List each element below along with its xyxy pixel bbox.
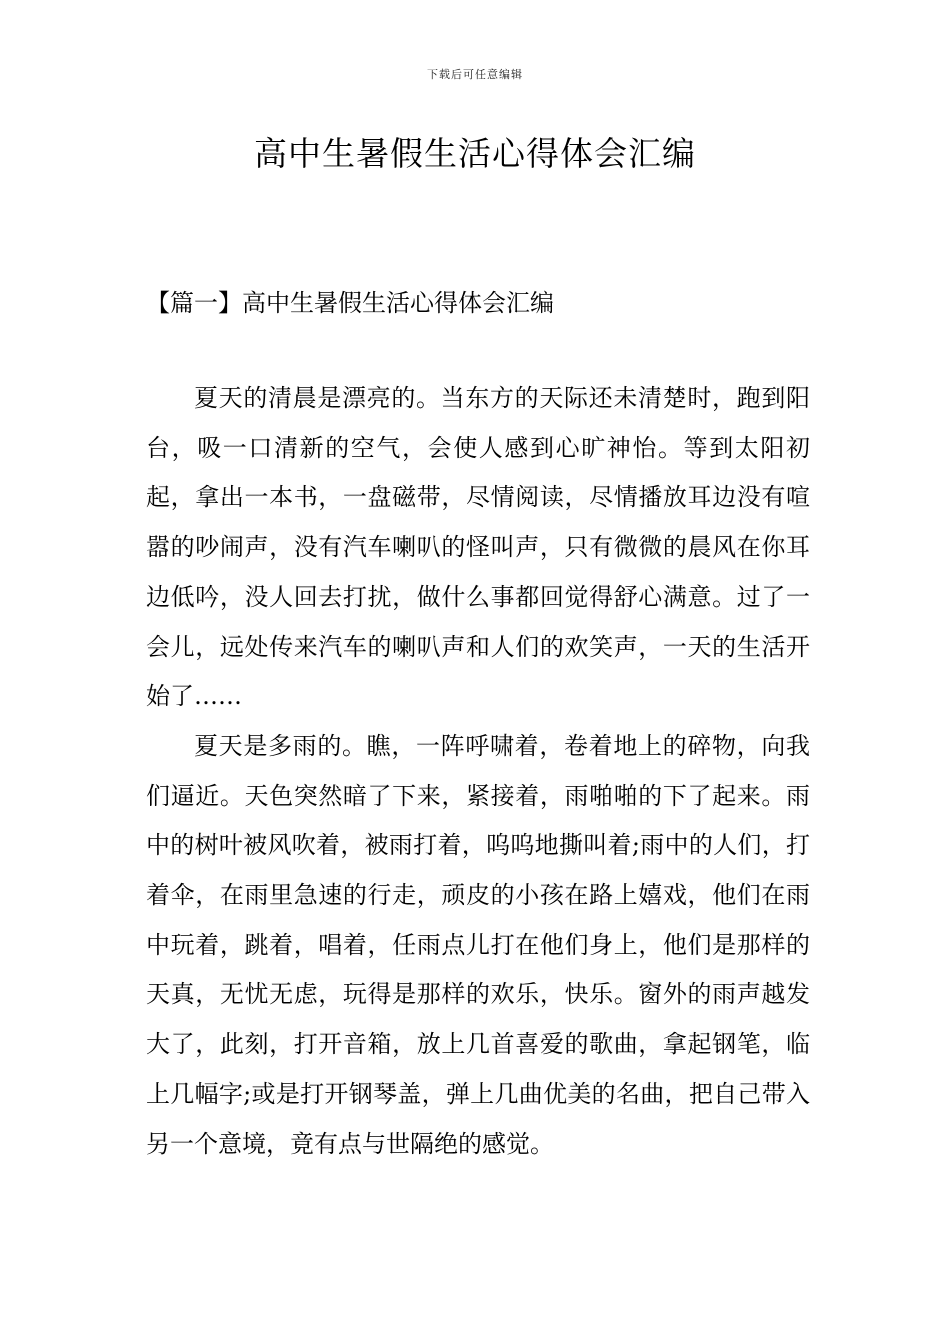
header-note: 下载后可任意编辑 [427,68,523,81]
paragraph: 夏天是多雨的。瞧，一阵呼啸着，卷着地上的碎物，向我们逼近。天色突然暗了下来，紧接着，雨啪啪的下了起来。雨中的树叶被风吹着，被雨打着，呜呜地撕叫着;雨中的人们，打着伞，在雨里急速的行走，顽皮的小孩在路上嬉戏，他们在雨中玩着，跳着，唱着，任雨点儿打在他们身上，他们是那样的天真，无忧无虑，玩得是那样的欢乐，快乐。窗外的雨声越发大了，此刻，打开音箱，放上几首喜爱的歌曲，拿起钢笔，临上几幅字;或是打开钢琴盖，弹上几曲优美的名曲，把自己带入另一个意境，竟有点与世隔绝的感觉。 [146,731,810,1158]
document-title: 高中生暑假生活心得体会汇编 [254,134,696,173]
section-heading: 【篇一】高中生暑假生活心得体会汇编 [146,289,554,317]
body-text [146,374,810,1169]
paragraph: 夏天的清晨是漂亮的。当东方的天际还未清楚时，跑到阳台，吸一口清新的空气，会使人感到心旷神怡。等到太阳初起，拿出一本书，一盘磁带，尽情阅读，尽情播放耳边没有喧嚣的吵闹声，没有汽车喇叭的怪叫声，只有微微的晨风在你耳边低吟，没人回去打扰，做什么事都回觉得舒心满意。过了一会儿，远处传来汽车的喇叭声和人们的欢笑声，一天的生活开始了…… [146,384,810,711]
